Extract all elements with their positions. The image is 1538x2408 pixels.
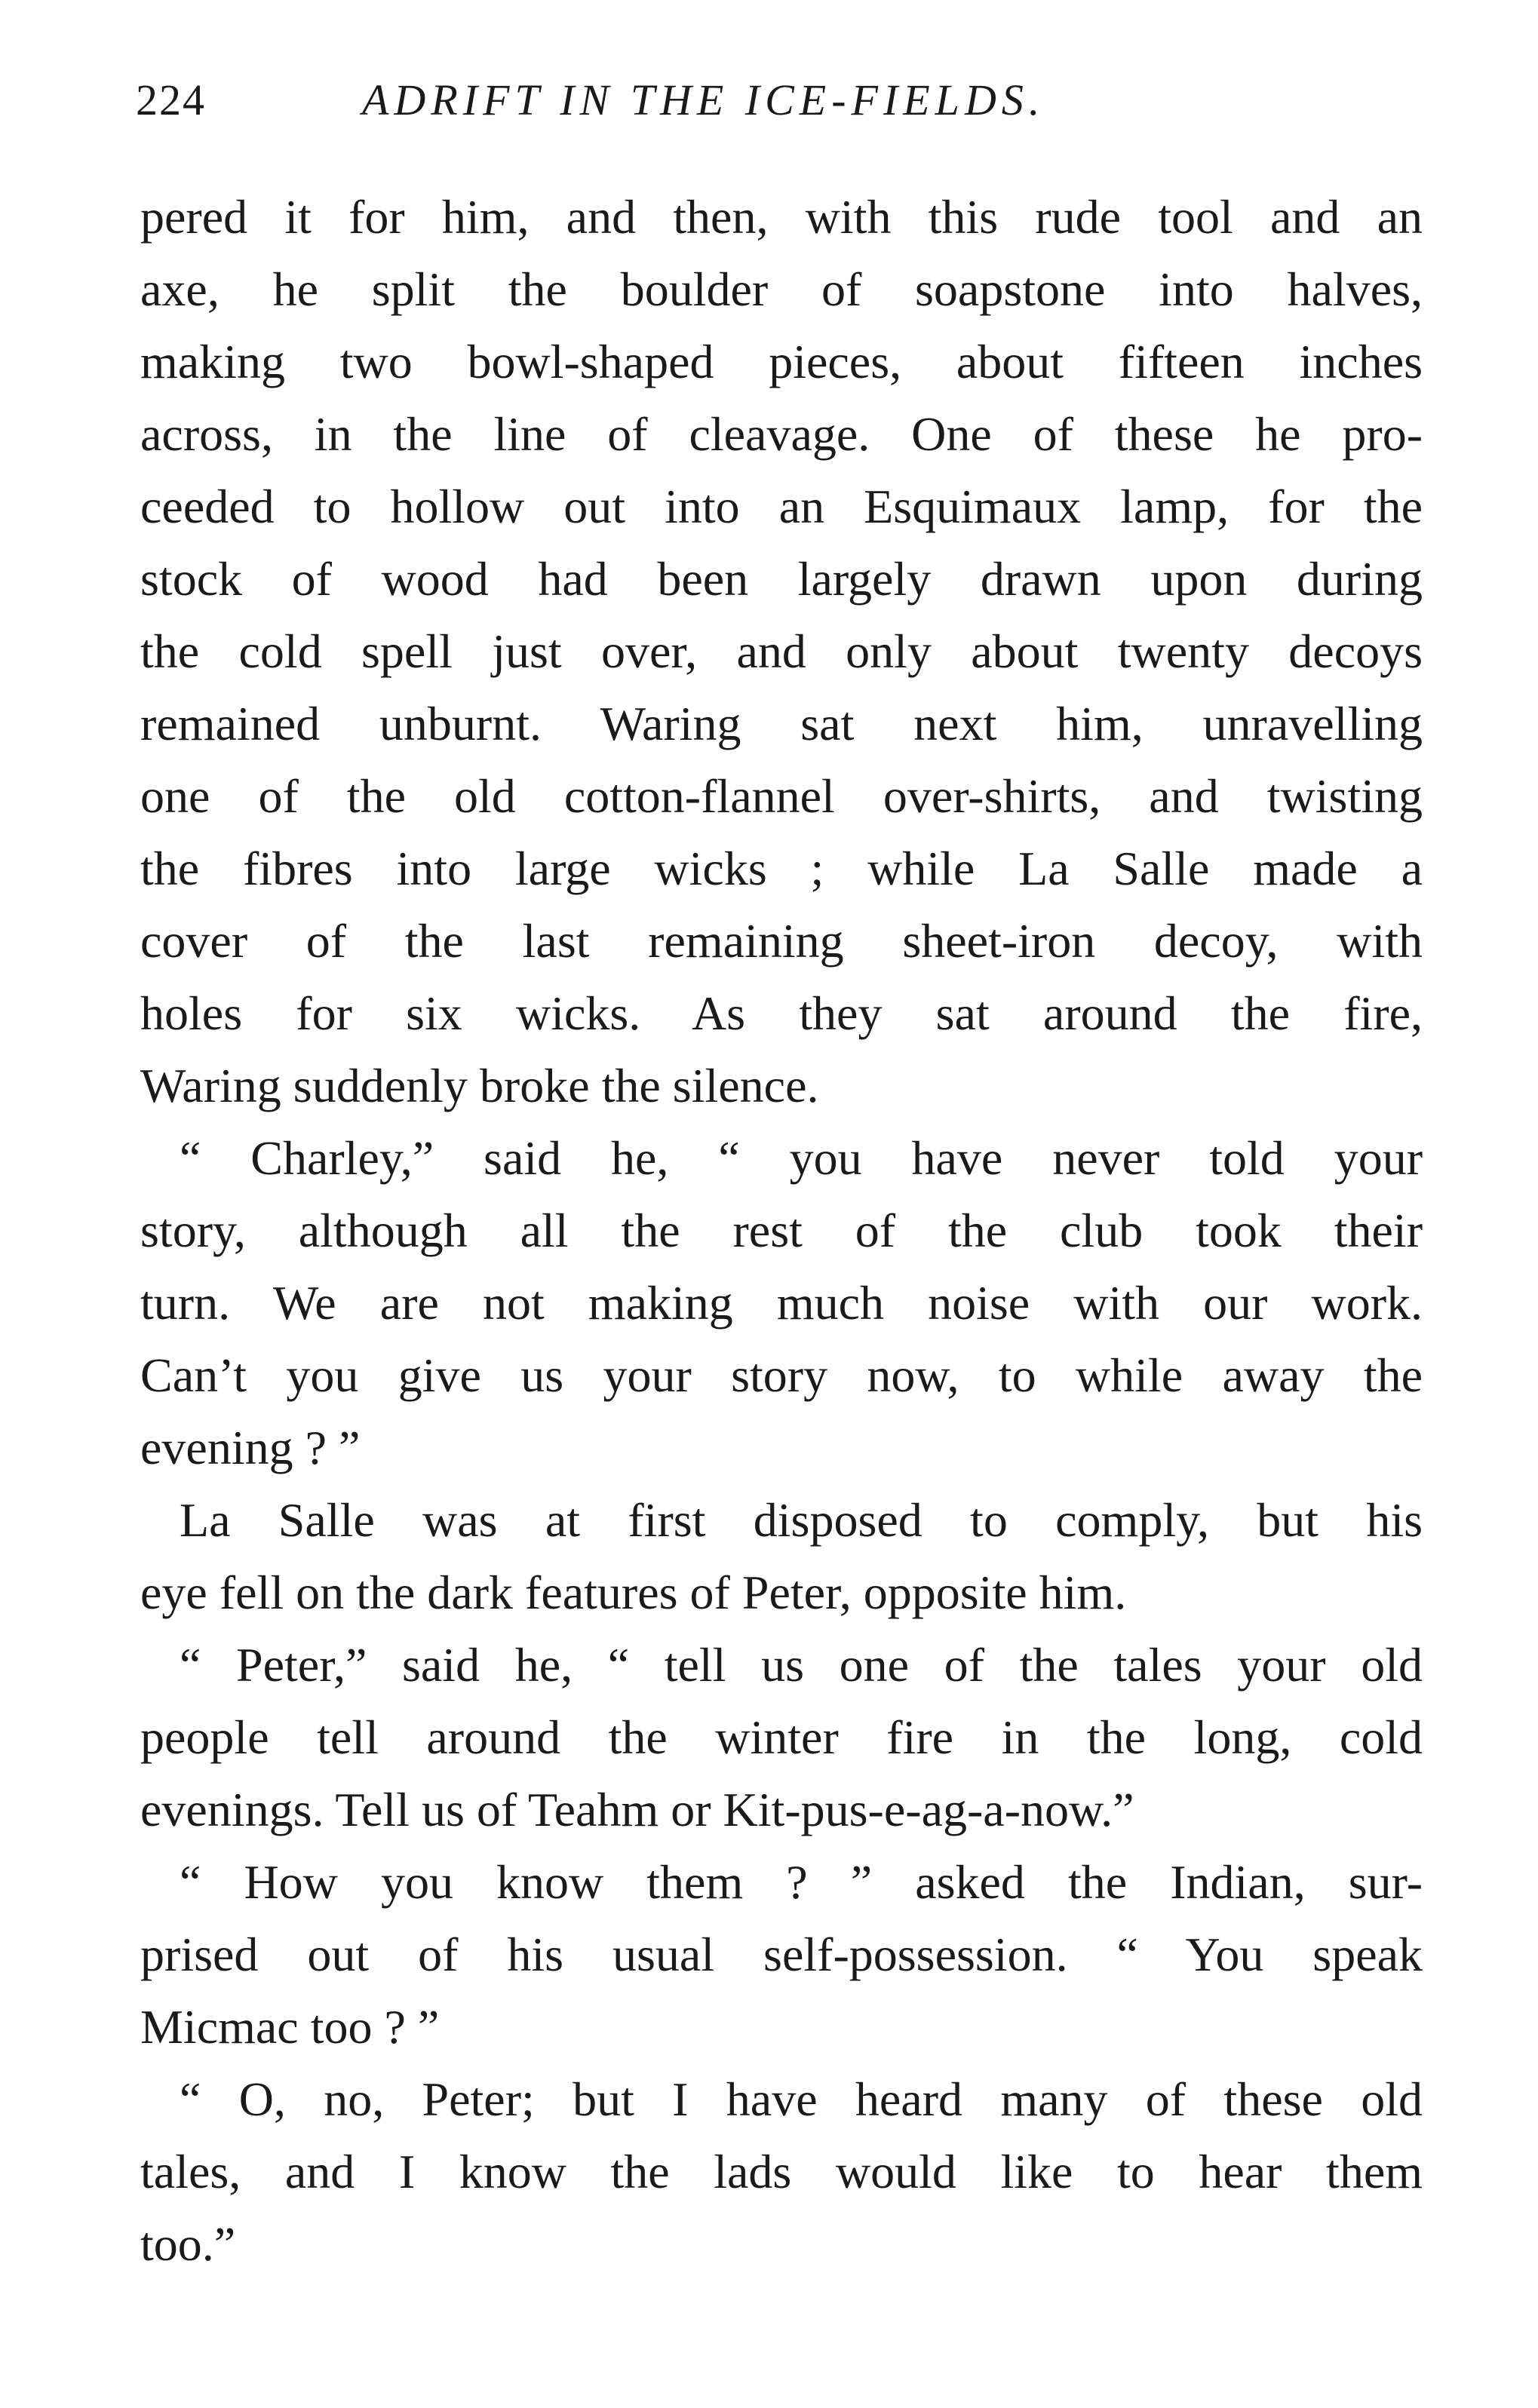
body-text	[140, 181, 1423, 2281]
text-line: Can’t you give us your story now, to while away the	[140, 1348, 1423, 1402]
text-line: making two bowl-shaped pieces, about fifteen inches	[140, 335, 1423, 388]
text-line: stock of wood had been largely drawn upon during	[140, 552, 1423, 606]
text-line: remained unburnt. Waring sat next him, unravelling	[140, 697, 1423, 750]
text-line: the cold spell just over, and only about twenty decoys	[140, 624, 1423, 678]
text-line: Waring suddenly broke the silence.	[140, 1059, 819, 1112]
text-line: evening ? ”	[140, 1421, 361, 1474]
text-line: too.”	[140, 2217, 236, 2271]
text-line: the fibres into large wicks ; while La Salle made a	[140, 842, 1423, 895]
text-line: Micmac too ? ”	[140, 2000, 440, 2054]
running-title: ADRIFT IN THE ICE-FIELDS.	[362, 75, 1045, 124]
text-line: pered it for him, and then, with this rude tool and an	[140, 190, 1423, 244]
text-line: “ Charley,” said he, “ you have never told your	[180, 1131, 1423, 1185]
text-line: holes for six wicks. As they sat around the fire,	[140, 986, 1423, 1040]
text-line: people tell around the winter fire in the long, cold	[140, 1710, 1423, 1764]
text-line: “ O, no, Peter; but I have heard many of these old	[180, 2072, 1423, 2126]
text-line: “ How you know them ? ” asked the Indian, sur-	[180, 1855, 1423, 1909]
text-line: cover of the last remaining sheet-iron decoy, with	[140, 914, 1423, 968]
text-line: evenings. Tell us of Teahm or Kit-pus-e-ag-a-now.”	[140, 1783, 1134, 1836]
text-line: axe, he split the boulder of soapstone into halves,	[140, 262, 1423, 316]
running-head	[136, 66, 1418, 134]
text-line: across, in the line of cleavage. One of these he pro-	[140, 407, 1423, 461]
text-line: story, although all the rest of the club took their	[140, 1204, 1423, 1257]
text-line: ceeded to hollow out into an Esquimaux lamp, for the	[140, 480, 1423, 533]
text-line: tales, and I know the lads would like to hear them	[140, 2145, 1423, 2198]
text-line: turn. We are not making much noise with our work.	[140, 1276, 1423, 1330]
text-line: eye fell on the dark features of Peter, opposite him.	[140, 1566, 1127, 1619]
text-line: “ Peter,” said he, “ tell us one of the tales your old	[180, 1638, 1423, 1692]
text-line: prised out of his usual self-possession. “ You speak	[140, 1928, 1423, 1981]
page-number: 224	[136, 75, 206, 124]
text-line: one of the old cotton-flannel over-shirts, and twisting	[140, 769, 1423, 823]
text-line: La Salle was at first disposed to comply, but his	[180, 1493, 1423, 1547]
